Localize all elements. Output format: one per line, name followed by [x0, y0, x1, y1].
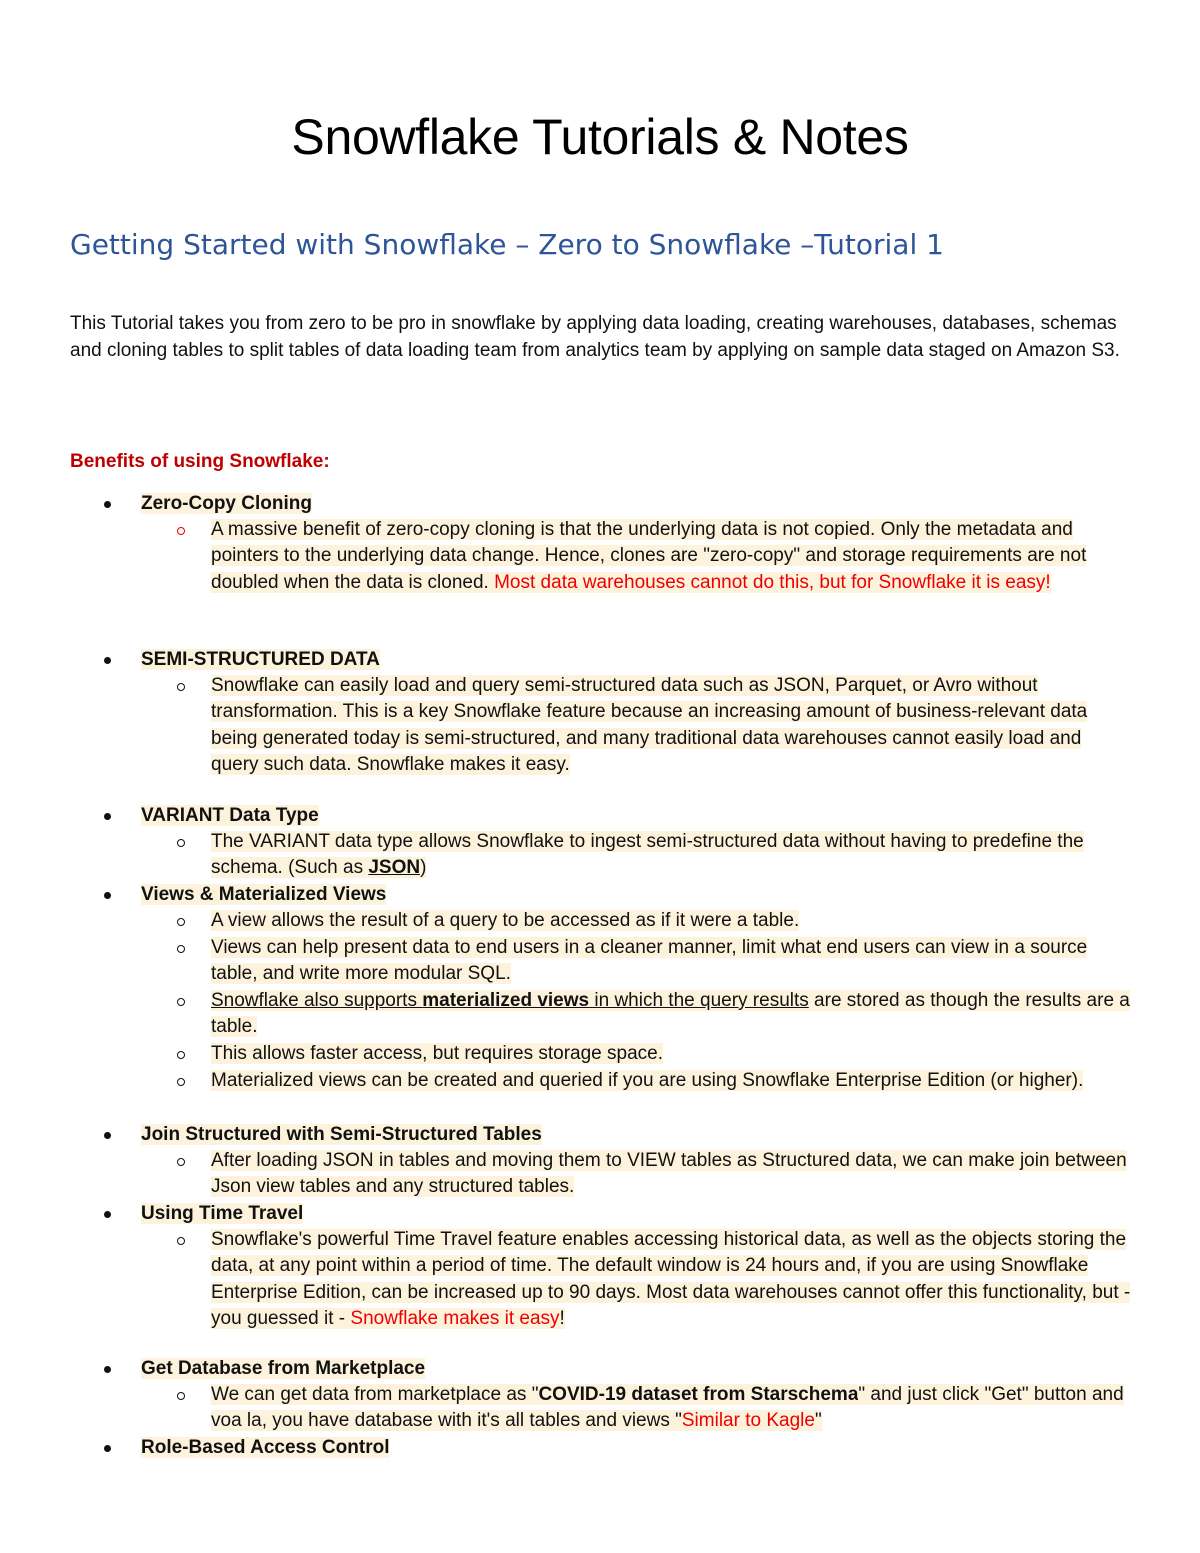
- circle-bullet-icon: [177, 1237, 185, 1245]
- circle-bullet-icon: [177, 998, 185, 1006]
- sub-item-text: This allows faster access, but requires storage space.: [211, 1043, 663, 1064]
- bullet-icon: [104, 892, 111, 899]
- item-label: SEMI-STRUCTURED DATA: [141, 649, 380, 670]
- item-label: Views & Materialized Views: [141, 884, 387, 905]
- item-label: Role-Based Access Control: [141, 1437, 390, 1458]
- sub-item-text: We can get data from marketplace as "COVID-19 dataset from Starschema" and just click "Get" button and voa la, you have database with it's all tables and views "Similar to Kagle": [211, 1384, 1124, 1432]
- item-label: Join Structured with Semi-Structured Tables: [141, 1124, 542, 1145]
- sub-item-text: Views can help present data to end users in a cleaner manner, limit what end users can view in a source table, and write more modular SQL.: [211, 937, 1088, 985]
- circle-bullet-icon: [177, 1158, 185, 1166]
- benefits-heading: Benefits of using Snowflake:: [70, 451, 330, 472]
- circle-bullet-icon: [177, 1392, 185, 1400]
- sub-item-text: Snowflake can easily load and query semi-structured data such as JSON, Parquet, or Avro without transformation. This is a key Snowflake feature because an increasing amount of business-relevant data being generated today is semi-structured, and many traditional data warehouses cannot easily load and query such data. Snowflake makes it easy.: [211, 675, 1088, 775]
- bullet-icon: [104, 1211, 111, 1218]
- circle-bullet-icon: [177, 683, 185, 691]
- document-title: Snowflake Tutorials & Notes: [291, 108, 909, 165]
- sub-item-text: A view allows the result of a query to be accessed as if it were a table.: [211, 910, 800, 931]
- bullet-icon: [104, 501, 111, 508]
- item-label: VARIANT Data Type: [141, 805, 319, 826]
- bullet-icon: [104, 1132, 111, 1139]
- circle-bullet-icon: [177, 918, 185, 926]
- circle-bullet-icon: [177, 945, 185, 953]
- bullet-icon: [104, 1366, 111, 1373]
- tutorial-subtitle: Getting Started with Snowflake – Zero to Snowflake –Tutorial 1: [70, 228, 944, 261]
- sub-item-text: Snowflake's powerful Time Travel feature enables accessing historical data, as well as the objects storing the data, at any point within a period of time. The default window is 24 hours and, if you are using Snowflake Enterprise Edition, can be increased up to 90 days. Most data warehouses cannot offer this functionality, but - you guessed it - Snowflake makes it easy!: [211, 1229, 1131, 1329]
- intro-paragraph: This Tutorial takes you from zero to be pro in snowflake by applying data loading, creating warehouses, databases, schemas and cloning tables to split tables of data loading team from analytics team by applying on sample data staged on Amazon S3.: [70, 313, 1120, 361]
- circle-bullet-icon: [177, 839, 185, 847]
- circle-bullet-icon: [177, 1078, 185, 1086]
- item-label: Using Time Travel: [141, 1203, 304, 1224]
- bullet-icon: [104, 657, 111, 664]
- sub-item-text: After loading JSON in tables and moving them to VIEW tables as Structured data, we can make join between Json view tables and any structured tables.: [211, 1150, 1127, 1198]
- item-label: Zero-Copy Cloning: [141, 493, 312, 514]
- item-label: Get Database from Marketplace: [141, 1358, 426, 1379]
- bullet-icon: [104, 1445, 111, 1452]
- circle-bullet-icon: [177, 1051, 185, 1059]
- sub-item-text: Materialized views can be created and queried if you are using Snowflake Enterprise Edition (or higher).: [211, 1070, 1084, 1091]
- sub-item-text: The VARIANT data type allows Snowflake to ingest semi-structured data without having to predefine the schema. (Such as JSON): [211, 831, 1084, 879]
- sub-item-text: A massive benefit of zero-copy cloning is that the underlying data is not copied. Only the metadata and pointers to the underlying data change. Hence, clones are "zero-copy" and storage requirements are not doubled when the data is cloned. Most data warehouses cannot do this, but for Snowflake it is easy!: [211, 519, 1087, 593]
- circle-bullet-icon: [177, 527, 185, 535]
- sub-item-text: Snowflake also supports materialized views in which the query results are stored as though the results are a table.: [211, 990, 1130, 1038]
- bullet-icon: [104, 813, 111, 820]
